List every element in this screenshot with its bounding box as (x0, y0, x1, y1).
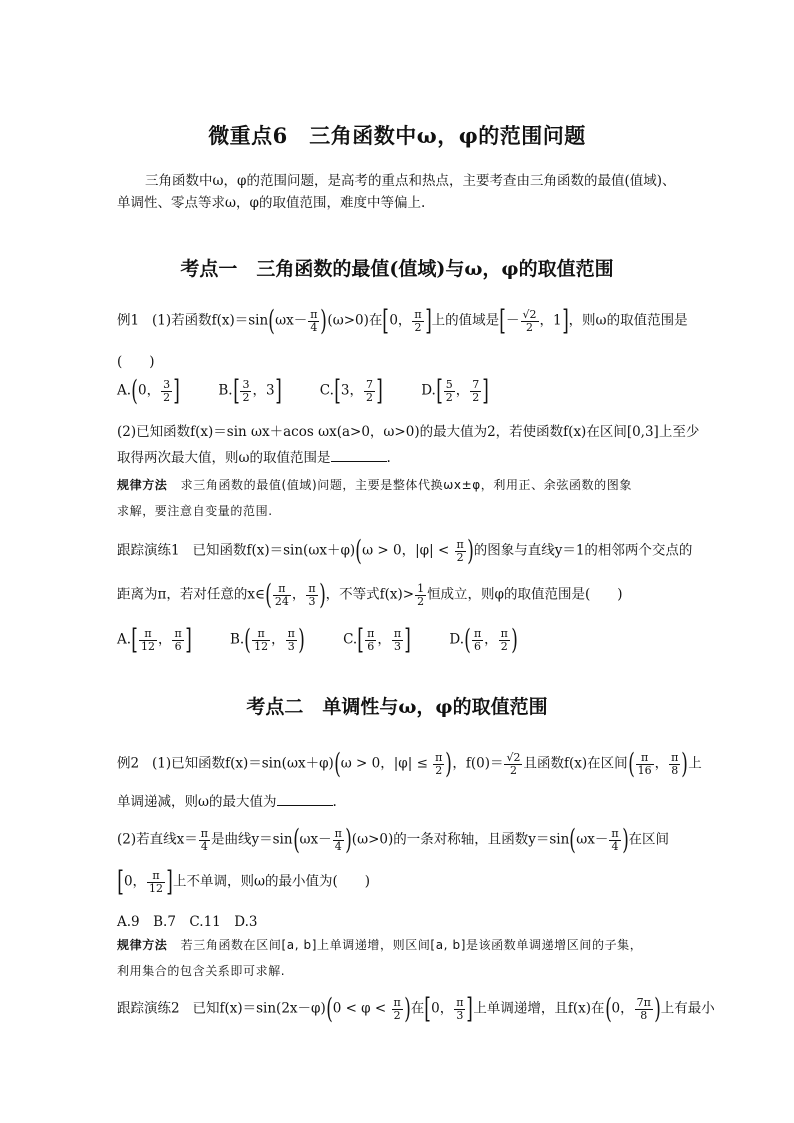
ex2-q2: (2)若直线x＝ $\frac{\pi}{4}$ 是曲线y＝sin(ωx－ $\frac{\pi}{4}$ )(ω>0)的一条对称轴，且函数y＝sin(ωx－ $\frac{\pi}{4}$ )在区间 (117, 823, 670, 856)
method-note-1: 规律方法 求三角函数的最值(值域)问题，主要是整体代换ωx±φ，利用正、余弦函数的图象 (117, 478, 632, 492)
ex1-q2-line2: 取得两次最大值，则ω的取值范围是 . (117, 450, 391, 466)
track1-options: A.[ $\frac{\pi}{12}$ ， $\frac{\pi}{6}$ ] B.( $\frac{\pi}{12}$ ， $\frac{\pi}{3}$ ) C.[ $\frac{\pi}{6}$ ， $\frac{\pi}{3}$ ] D.( $\frac{\pi}{6}$ ， $\frac{\pi}{2}$ ) (117, 623, 518, 656)
method-note-2b: 利用集合的包含关系即可求解. (117, 964, 286, 978)
ex1-q1: 例1 (1)若函数f(x)＝sin(ωx－ $\frac{\pi}{4}$ )(ω>0)在[0， $\frac{\pi}{2}$ ]上的值域是[－ $\frac{√2}{2}$ ，1]，则ω的取值范围是 (117, 304, 688, 337)
answer-blank (277, 793, 333, 806)
section2-heading: 考点二 单调性与ω，φ的取值范围 (246, 696, 548, 718)
section1-heading: 考点一 三角函数的最值(值域)与ω，φ的取值范围 (180, 258, 614, 280)
ex2-options: A.9 B.7 C.11 D.3 (117, 914, 258, 930)
track2-line1: 跟踪演练2 已知f(x)＝sin(2x－φ)(0 < φ < $\frac{\pi}{2}$ )在[0， $\frac{\pi}{3}$ ]上单调递增，且f(x)在(0， $\frac{7\pi}{8}$ )上有最小 (117, 992, 715, 1025)
ex2-q2-line2: [0， $\frac{\pi}{12}$ ]上不单调，则ω的最小值为( ) (117, 865, 371, 898)
page-title: 微重点6 三角函数中ω，φ的范围问题 (208, 123, 586, 148)
track1-line2: 距离为π，若对任意的x∈( $\frac{\pi}{24}$ ， $\frac{\pi}{3}$ )，不等式f(x)> $\frac{1}{2}$ 恒成立，则φ的取值范围是( ) (117, 578, 623, 611)
track1-line1: 跟踪演练1 已知函数f(x)＝sin(ωx＋φ)(ω > 0，|φ| < $\frac{\pi}{2}$ )的图象与直线y＝1的相邻两个交点的 (117, 534, 693, 567)
answer-blank (331, 449, 387, 462)
method-note-2: 规律方法 若三角函数在区间[a, b]上单调递增，则区间[a, b]是该函数单调递增区间的子集， (117, 938, 643, 952)
ex1-paren: ( ) (117, 354, 155, 370)
ex1-label: 例1 (117, 312, 140, 329)
method-note-1b: 求解，要注意自变量的范围. (117, 504, 273, 518)
ex2-q1-line2: 单调递减，则ω的最大值为 . (117, 794, 337, 810)
intro-paragraph: 三角函数中ω，φ的范围问题，是高考的重点和热点，主要考查由三角函数的最值(值域)、单调性、零点等求ω，φ的取值范围，难度中等偏上. (117, 173, 676, 211)
ex1-q2-line1: (2)已知函数f(x)＝sin ωx＋acos ωx(a>0，ω>0)的最大值为2，若使函数f(x)在区间[0,3]上至少 (117, 424, 700, 440)
ex1-options: A.(0， $\frac{3}{2}$ ] B.[ $\frac{3}{2}$ ，3] C.[3， $\frac{7}{2}$ ] D.[ $\frac{5}{2}$ ， $\frac{7}{2}$ ] (117, 374, 490, 407)
ex2-q1: 例2 (1)已知函数f(x)＝sin(ωx＋φ)(ω > 0，|φ| ≤ $\frac{\pi}{2}$ )，f(0)＝ $\frac{√2}{2}$ 且函数f(x)在区间( $\frac{\pi}{16}$ ， $\frac{\pi}{8}$ )上 (117, 747, 702, 780)
